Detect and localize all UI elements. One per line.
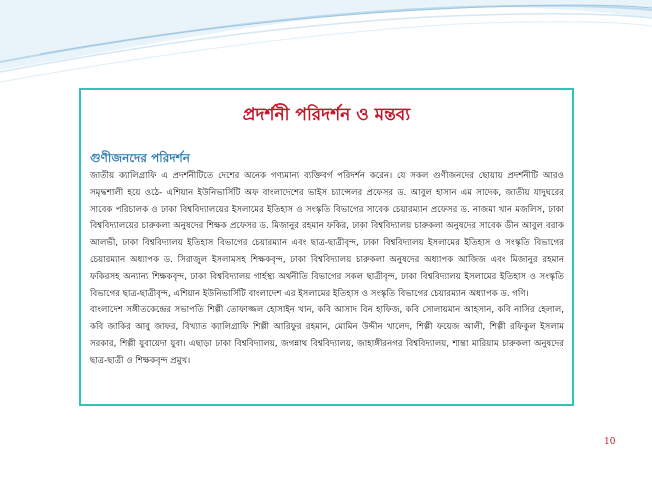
page-number: 10 xyxy=(604,437,616,447)
content-panel xyxy=(79,88,574,406)
section-heading: গুণীজনদের পরিদর্শন xyxy=(90,151,190,165)
body-text xyxy=(90,168,564,370)
paragraph-visitors: জাতীয় ক্যালিগ্রাফি এ প্রদর্শনীটিতে দেশের অনেক গণ্যমান্য ব্যক্তিবর্গ পরিদর্শন করেন। যে সকল গুণীজনদের ছোয়ায় প্রদর্শনীটি আরও সমৃদ্ধশালী হয়ে ওঠে- এশিয়ান ইউনিভার্সিটি অফ বাংলাদেশের ভাইস চ্যান্সেলর প্রফেসর ড. আবুল হাসান এম সাদেক, জাতীয় যাদুঘরের সাবেক পরিচালক ও ঢাকা বিশ্ববিদ্যালয়ের ইসলামের ইতিহাস ও সংস্কৃতি বিভাগের সাবেক চেয়ারম্যান প্রফেসর ড. নাজমা খান মজলিস, ঢাকা বিশ্ববিদ্যালয়ের চারুকলা অনুষদের শিক্ষক প্রফেসর ড. মিজানুর রহমান ফকির, ঢাকা বিশ্ববিদ্যালয় চারুকলা অনুষদের সাবেক ডীন আবুল বরাক আলভী, ঢাকা বিশ্ববিদ্যালয় ইতিহাস বিভাগের চেয়ারম্যান এবং ছাত্র-ছাত্রীবৃন্দ, ঢাকা বিশ্ববিদ্যালয় ইসলামের ইতিহাস ও সংস্কৃতি বিভাগের চেয়ারম্যান অধ্যাপক ড. সিরাজুল ইসলামসহ শিক্ষকবৃন্দ, ঢাকা বিশ্ববিদ্যালয় চারুকলা অনুষদের অধ্যাপক আজিজ এবং মিজানুর রহমান ফকিরসহ অন্যান্য শিক্ষকবৃন্দ, ঢাকা বিশ্ববিদ্যালয় গার্হস্থ্য অর্থনীতি বিভাগের সকল ছাত্রীবৃন্দ, ঢাকা বিশ্ববিদ্যালয় ইসলামের ইতিহাস ও সংস্কৃতি বিভাগের ছাত্র-ছাত্রীবৃন্দ, এশিয়ান ইউনিভার্সিটি বাংলাদেশ এর ইসলামের ইতিহাস ও সংস্কৃতি বিভাগের চেয়ারম্যান অধ্যাপক ড. গণি। xyxy=(90,171,564,299)
slide-title: প্রদর্শনী পরিদর্শন ও মন্তব্য xyxy=(242,105,411,125)
paragraph-artists: বাংলাদেশ সঙ্গীতকেন্দ্রের সভাপতি শিল্পী তোফাজ্জল হোসাইন খান, কবি আসাদ বিন হাফিজ, কবি সোলায়মান আহসান, কবি নাসির হেলাল, কবি জাকির আবু জাফর, বিখ্যাত ক্যালিগ্রাফি শিল্পী আরিফুর রহমান, মোমিন উদ্দীন খালেদ, শিল্পী ফয়েজ আলী, শিল্পী রফিকুল ইসলাম সরকার, শিল্পী যুবায়েদা যুবা। এছাড়া ঢাকা বিশ্ববিদ্যালয়, জগন্নাথ বিশ্ববিদ্যালয়, জাহাঙ্গীরনগর বিশ্ববিদ্যালয়, শান্তা মারিয়াম চারুকলা অনুষদের ছাত্র-ছাত্রী ও শিক্ষকবৃন্দ প্রমুখ। xyxy=(90,305,564,366)
